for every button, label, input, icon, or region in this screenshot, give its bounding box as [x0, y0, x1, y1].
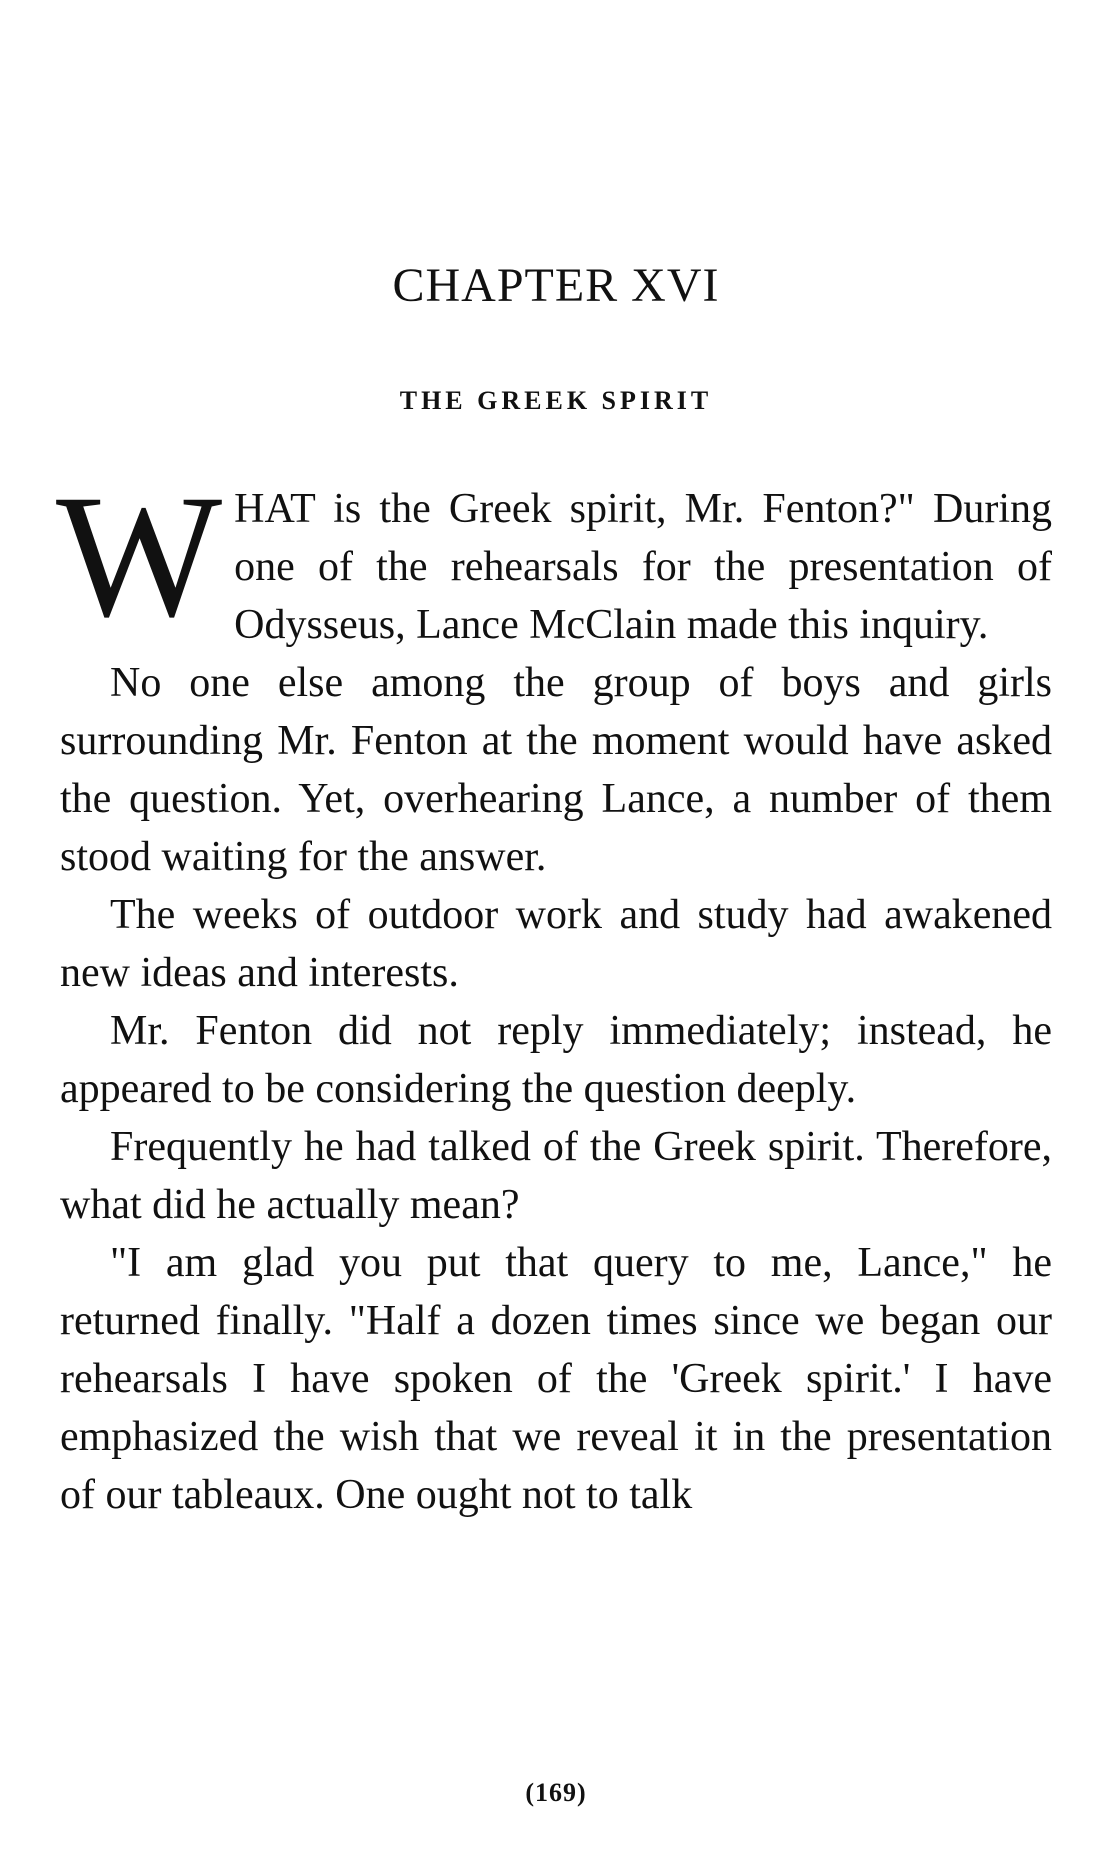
chapter-heading: CHAPTER XVI	[392, 259, 720, 312]
drop-cap: W	[56, 459, 223, 654]
paragraph-1	[56, 459, 1052, 654]
paragraph-2: No one else among the group of boys and girls surrounding Mr. Fenton at the moment would have asked the question. Yet, overhearing Lance, a number of them stood waiting for the answer.	[60, 660, 1052, 880]
paragraph-1-text: HAT is the Greek spirit, Mr. Fenton?" During one of the rehearsals for the presentation of Odysseus, Lance McClain made this inquiry.	[234, 486, 1052, 648]
paragraph-6: "I am glad you put that query to me, Lance," he returned finally. "Half a dozen times since we began our rehearsals I have spoken of the 'Greek spirit.' I have emphasized the wish that we reveal it in the presentation of our tableaux. One ought not to talk	[60, 1240, 1052, 1518]
book-page	[56, 0, 1052, 1854]
paragraph-5: Frequently he had talked of the Greek spirit. Therefore, what did he actually mean?	[60, 1124, 1052, 1228]
chapter-subtitle: THE GREEK SPIRIT	[399, 386, 713, 415]
paragraph-3: The weeks of outdoor work and study had awakened new ideas and interests.	[60, 892, 1052, 996]
page-number: (169)	[525, 1778, 587, 1807]
body-text	[56, 459, 1052, 1524]
paragraph-4: Mr. Fenton did not reply immediately; instead, he appeared to be considering the question deeply.	[60, 1008, 1052, 1112]
